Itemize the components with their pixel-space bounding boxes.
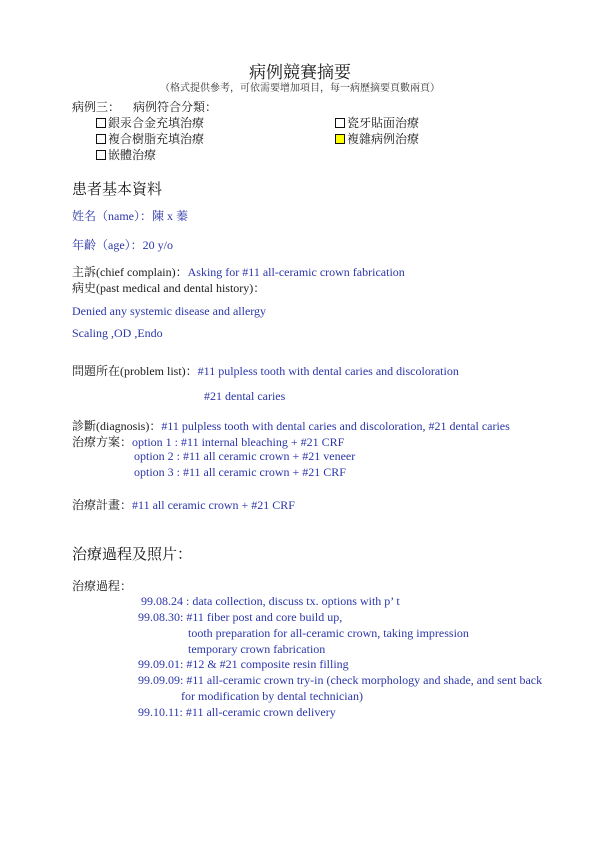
- category-option-complex[interactable]: [335, 130, 419, 147]
- checkbox-icon[interactable]: [96, 118, 106, 128]
- category-option-label: 複雜病例治療: [347, 132, 420, 146]
- treatment-options-label: 治療方案：: [72, 435, 133, 449]
- treatment-process-label: 治療過程：: [72, 579, 133, 593]
- process-line: 99.08.30: #11 fiber post and core build up,: [138, 610, 343, 624]
- checkbox-icon[interactable]: [335, 118, 345, 128]
- process-line: 99.09.01: #12 & #21 composite resin filling: [138, 657, 349, 671]
- case-label: 病例三：: [72, 100, 121, 114]
- category-option-label: 銀汞合金充填治療: [108, 116, 205, 130]
- process-line: 99.08.24 : data collection, discuss tx. options with p’ t: [141, 594, 400, 608]
- medical-history-line-2: Scaling ,OD ,Endo: [72, 326, 163, 340]
- page-subtitle: （格式提供參考，可依需要增加項目，每一病歷摘要頁數兩頁）: [160, 83, 440, 94]
- patient-name-row: [72, 207, 188, 224]
- chief-complaint-value: Asking for #11 all-ceramic crown fabrication: [187, 265, 405, 279]
- treatment-option-1: option 1 : #11 internal bleaching + #21 CRF: [132, 435, 345, 449]
- diagnosis-row: [72, 417, 510, 434]
- checkbox-icon[interactable]: [96, 134, 106, 144]
- category-option-amalgam[interactable]: [96, 114, 204, 131]
- medical-history-line-1: Denied any systemic disease and allergy: [72, 304, 267, 318]
- problem-list-item-1: #11 pulpless tooth with dental caries and discoloration: [197, 364, 459, 378]
- category-option-label: 複合樹脂充填治療: [108, 132, 205, 146]
- problem-list-item-2: #21 dental caries: [204, 389, 286, 403]
- patient-name-label: 姓名（name）：: [72, 209, 152, 223]
- section-heading-patient: 患者基本資料: [72, 182, 163, 198]
- problem-list-row: [72, 362, 459, 379]
- case-label-row: [72, 98, 217, 115]
- page-title: 病例競賽摘要: [249, 63, 351, 82]
- category-option-composite[interactable]: [96, 130, 204, 147]
- case-category-label: 病例符合分類：: [133, 100, 218, 114]
- treatment-option-3: option 3 : #11 all ceramic crown + #21 CRF: [134, 465, 346, 479]
- category-option-inlay[interactable]: [96, 146, 156, 163]
- patient-age-value: 20 y/o: [142, 238, 173, 252]
- process-line: tooth preparation for all-ceramic crown, taking impression: [188, 626, 469, 640]
- medical-history-label: 病史(past medical and dental history)：: [72, 281, 266, 295]
- category-option-label: 嵌體治療: [108, 148, 157, 162]
- process-line: 99.09.09: #11 all-ceramic crown try-in (check morphology and shade, and sent back: [138, 673, 543, 687]
- process-line: temporary crown fabrication: [188, 642, 326, 656]
- patient-age-row: [72, 236, 173, 253]
- process-line: for modification by dental technician): [181, 689, 363, 703]
- treatment-plan-label: 治療計畫：: [72, 498, 133, 512]
- treatment-options-row: [72, 433, 344, 450]
- process-line: 99.10.11: #11 all-ceramic crown delivery: [138, 705, 336, 719]
- treatment-option-2: option 2 : #11 all ceramic crown + #21 veneer: [134, 449, 356, 463]
- problem-list-label: 問題所在(problem list)：: [72, 364, 198, 378]
- patient-age-label: 年齡（age）：: [72, 238, 143, 252]
- checkbox-icon[interactable]: [335, 134, 345, 144]
- treatment-plan-value: #11 all ceramic crown + #21 CRF: [132, 498, 295, 512]
- section-heading-treatment: 治療過程及照片：: [72, 547, 193, 563]
- diagnosis-value: #11 pulpless tooth with dental caries and discoloration, #21 dental caries: [161, 419, 510, 433]
- chief-complaint-label: 主訴(chief complain)：: [72, 265, 188, 279]
- treatment-plan-row: [72, 496, 295, 513]
- checkbox-icon[interactable]: [96, 150, 106, 160]
- patient-name-value: 陳 x 蓁: [152, 209, 189, 223]
- diagnosis-label: 診斷(diagnosis)：: [72, 419, 162, 433]
- category-option-label: 瓷牙貼面治療: [347, 116, 420, 130]
- chief-complaint-row: [72, 263, 405, 280]
- category-option-veneer[interactable]: [335, 114, 419, 131]
